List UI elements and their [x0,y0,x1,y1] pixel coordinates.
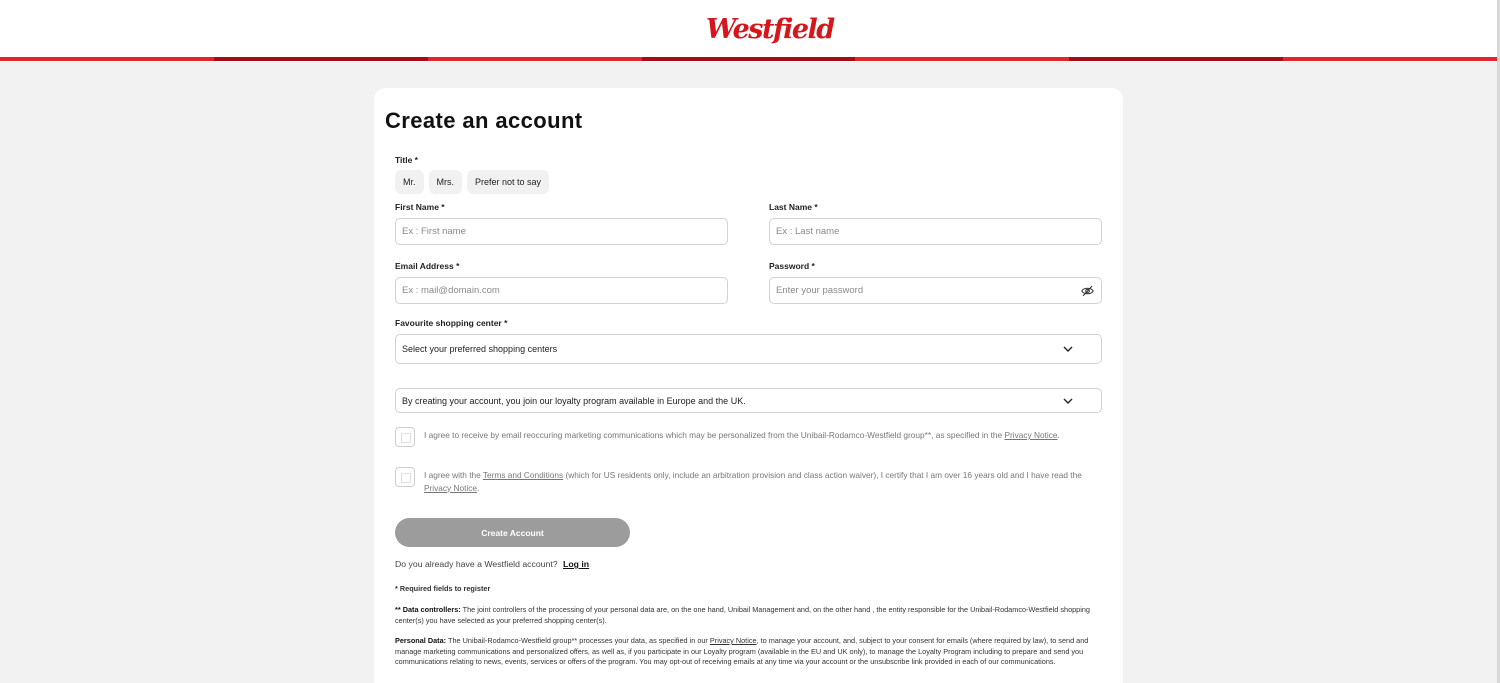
personal-data-text-2: , to manage your account, and, subject to your consent for emails (where required by law), to send and manage marketing communications and personalized offers, as well as, if you participate in our Loyalty program (available in the EU and UK only), to manage the Loyalty Program including to prepare and send you communications relating to news, events, services or offers of the program. You may opt-out of receiving emails at any time via your account or the unsubscribe link provided in each of our communications. [395,636,1089,666]
required-note: * Required fields to register [395,584,491,593]
email-input[interactable]: Ex : mail@domain.com [395,277,728,304]
page-title: Create an account [385,108,583,133]
first-name-label: First Name * [395,202,445,212]
last-name-input[interactable]: Ex : Last name [769,218,1102,245]
signup-card [374,88,1123,683]
marketing-consent-label: I agree to receive by email reoccuring marketing communications which may be personalized from the Unibail-Rodamco-Westfield group**, as specified in the [424,430,1003,440]
privacy-notice-link[interactable]: Privacy Notice [709,636,757,645]
login-link[interactable]: Log in [563,559,590,569]
privacy-notice-link[interactable]: Privacy Notice [424,482,478,493]
last-name-label: Last Name * [769,202,818,212]
create-account-button[interactable]: Create Account [395,518,630,547]
login-prompt-text: Do you already have a Westfield account? [395,559,558,569]
email-label: Email Address * [395,261,460,271]
shopping-center-placeholder: Select your preferred shopping centers [402,344,558,354]
marketing-consent-text [424,427,1060,447]
loyalty-program-accordion[interactable] [395,388,1102,413]
terms-consent-text [424,467,1102,494]
personal-data-heading: Personal Data: [395,636,447,645]
header [0,0,1497,62]
title-option-prefer-not-to-say[interactable]: Prefer not to say [467,170,549,194]
title-option-mrs[interactable]: Mrs. [429,170,463,194]
login-prompt [395,559,589,569]
terms-and-conditions-link[interactable]: Terms and Conditions [482,470,564,480]
westfield-logo[interactable]: Westfield [706,14,834,45]
shopping-center-label: Favourite shopping center * [395,318,508,328]
marketing-consent-row [395,427,1102,447]
password-placeholder: Enter your password [776,285,864,296]
chevron-down-icon [1063,346,1073,352]
terms-consent-suffix: . [477,482,480,493]
shopping-center-select[interactable] [395,334,1102,364]
data-controllers-heading: ** Data controllers: [395,605,461,614]
data-controllers-note [395,605,1105,626]
data-controllers-text: The joint controllers of the processing of your personal data are, on the one hand, Unibail Management and, on the other hand , the entity responsible for the Unibail-Rodamco-Westfield shopping center(s) you have selected as your preferred shopping center(s). [395,605,1090,625]
eye-slash-icon[interactable] [1081,285,1094,297]
password-label: Password * [769,261,815,271]
terms-consent-middle: (which for US residents only, include an arbitration provision and class action waiver), I certify that I am over 16 years old and I have read the [565,470,1082,480]
loyalty-program-text: By creating your account, you join our loyalty program available in Europe and the UK. [402,395,746,406]
terms-consent-checkbox[interactable] [395,467,415,487]
terms-consent-prefix: I agree with the [424,470,481,480]
marketing-consent-checkbox[interactable] [395,427,415,447]
terms-consent-row [395,467,1102,494]
privacy-notice-link[interactable]: Privacy Notice [1004,430,1058,440]
marketing-consent-suffix: . [1057,430,1060,440]
personal-data-note [395,636,1105,668]
title-options [395,170,549,194]
chevron-down-icon [1063,398,1073,404]
personal-data-text-1: The Unibail-Rodamco-Westfield group** processes your data, as specified in our [448,636,708,645]
title-label: Title * [395,155,418,165]
first-name-input[interactable]: Ex : First name [395,218,728,245]
title-option-mr[interactable]: Mr. [395,170,424,194]
password-input[interactable] [769,277,1102,304]
header-accent-line [0,57,1497,61]
